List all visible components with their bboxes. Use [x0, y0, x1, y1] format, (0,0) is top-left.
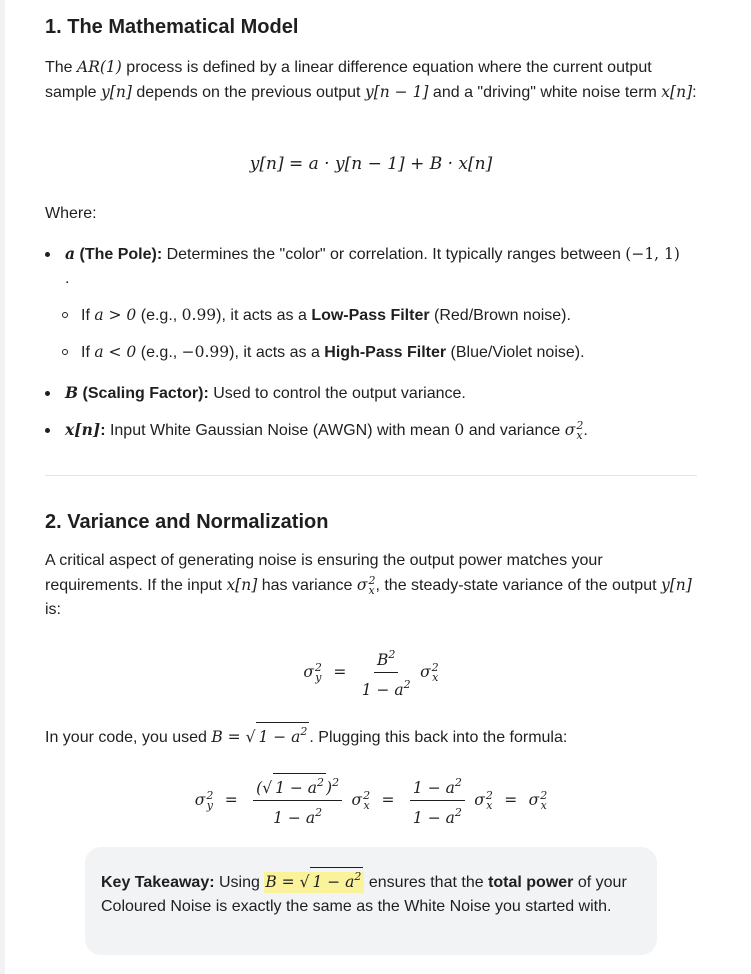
simplified-fraction: $\frac{1 - a^2}{1 - a^2}$ — [410, 773, 465, 828]
substitution-fraction: $\frac{(√ 1 - a^2 )^2}{1 - a^2}$ — [253, 773, 342, 828]
variance-fraction: $\frac{B^2}{1 - a^2}$ — [362, 645, 411, 700]
sub-bullet-ring — [62, 312, 68, 318]
section-1-heading: 1. The Mathematical Model — [45, 16, 299, 38]
left-gutter — [0, 0, 5, 974]
sub-bullet-low-pass: If a > 0 (e.g., 0.99), it acts as a Low-Pass Filter (Red/Brown noise). — [81, 306, 571, 324]
substitution-equation: σ 2 y = $\frac{(√ 1 - a^2 )^2}{1 - a^2}$ σ 2 x = $\frac{1 - a^2}{1 - a^2}$ σ 2 x = σ 2 x — [45, 773, 697, 828]
section-divider — [45, 475, 697, 476]
variance-equation: σ 2 y = $\frac{B^2}{1 - a^2}$ σ 2 x — [45, 645, 697, 700]
bullet-dot — [45, 428, 50, 433]
code-line: In your code, you used B = √ $1 - a^2$ . Plugging this back into the formula: — [45, 722, 697, 750]
bullet-input-noise: x[n]: Input White Gaussian Noise (AWGN) with mean 0 and variance σ 2 x . — [65, 418, 588, 442]
key-takeaway-callout — [85, 847, 657, 955]
bullet-dot — [45, 252, 50, 257]
bullet-pole: a (The Pole): Determines the "color" or correlation. It typically ranges between (−1, 1) . — [65, 244, 680, 287]
bullet-scaling-factor: B (Scaling Factor): Used to control the output variance. — [65, 383, 466, 402]
highlighted-formula: B = √ $1 - a^2$ — [264, 872, 364, 893]
bullet-dot — [45, 391, 50, 396]
section-2-heading: 2. Variance and Normalization — [45, 511, 329, 533]
section-2-intro: A critical aspect of generating noise is ensuring the output power matches your requirements. If the input x[n] has variance σ 2 x , the steady-state variance of the output y[n] is: — [45, 552, 692, 618]
where-label: Where: — [45, 205, 97, 222]
sub-bullet-ring — [62, 349, 68, 355]
key-takeaway-text: Key Takeaway: Using B = √ $1 - a^2$ ensures that the total power of your Coloured Noise is exactly the same as the White Noise you started with. — [101, 867, 646, 919]
ar1-equation: y[n] = a · y[n − 1] + B · x[n] — [249, 154, 493, 174]
sub-bullet-high-pass: If a < 0 (e.g., −0.99), it acts as a High-Pass Filter (Blue/Violet noise). — [81, 343, 585, 361]
section-1-intro: The AR(1) process is defined by a linear difference equation where the current output sample y[n] depends on the previous output y[n − 1] and a "driving" white noise term x[n]: — [45, 58, 697, 101]
